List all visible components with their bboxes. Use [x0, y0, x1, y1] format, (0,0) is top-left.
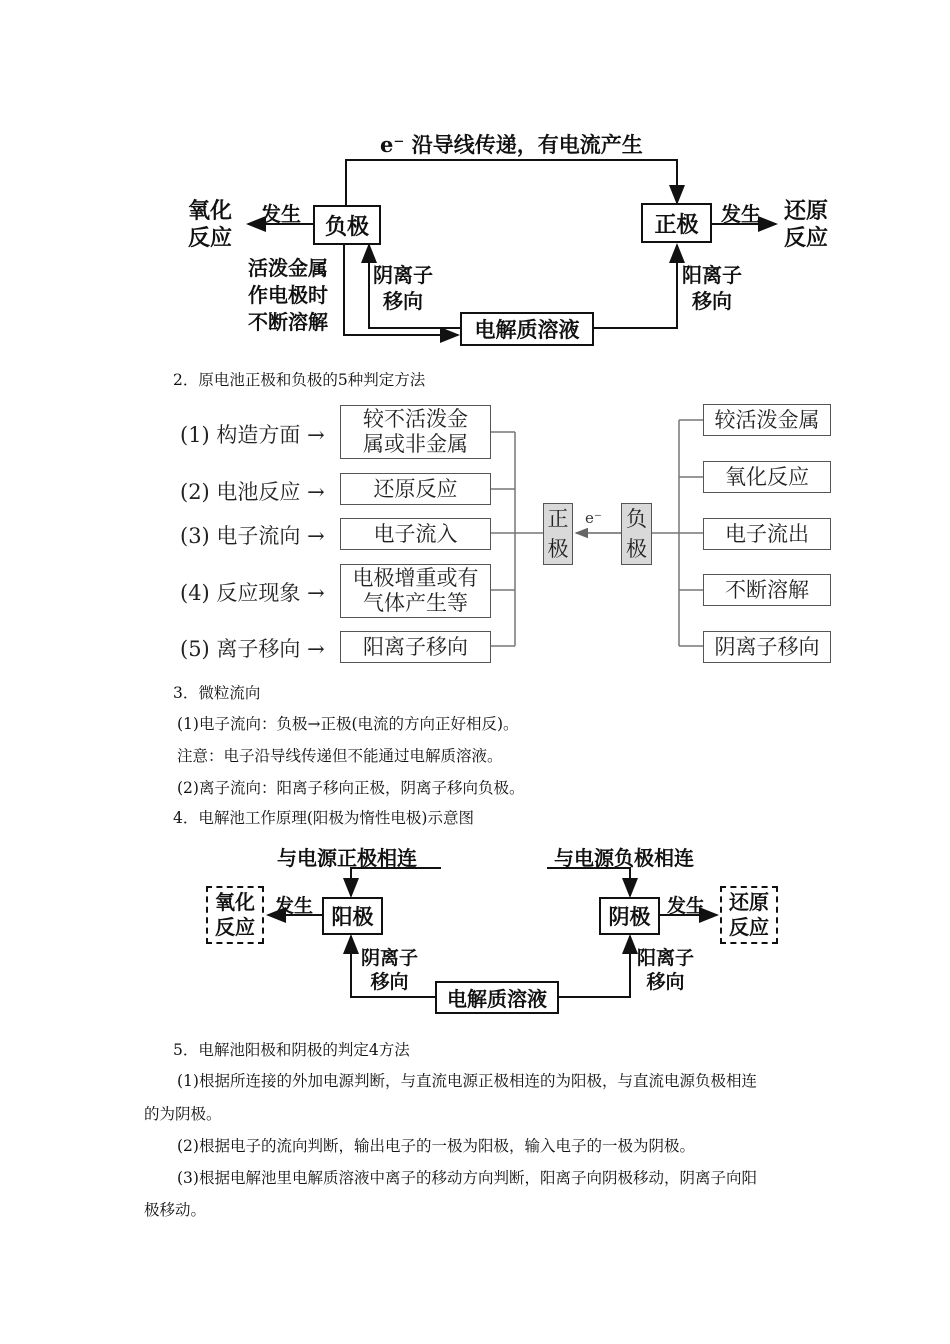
- positive-criterion-1-line-1: 较不活泼金: [363, 407, 468, 431]
- anion-migration-label-2: [361, 946, 418, 994]
- positive-criterion-box-2: 还原反应: [340, 473, 491, 505]
- section-5-line-5: 极移动。: [144, 1201, 207, 1219]
- negative-criterion-box-2: 氧化反应: [703, 461, 831, 493]
- section-5-line-4: (3)根据电解池里电解质溶液中离子的移动方向判断，阳离子向阴极移动，阴离子向阳: [177, 1169, 757, 1187]
- cation-migration-label-2: [637, 946, 694, 994]
- reduction-line-2: 反应: [784, 225, 829, 251]
- cation2-line-1: 阳离子: [637, 947, 695, 969]
- electron-symbol: e⁻: [585, 509, 602, 527]
- anion-line-1: 阴离子: [373, 263, 433, 287]
- cation2-line-2: 移向: [646, 971, 685, 993]
- anion-line-2: 移向: [383, 289, 423, 313]
- section-5-title: 5．电解池阳极和阴极的判定4方法: [173, 1041, 410, 1059]
- anode-connect-label: 与电源正极相连: [277, 846, 417, 870]
- metal-note-line-3: 不断溶解: [248, 310, 328, 334]
- cation-line-2: 移向: [692, 289, 732, 313]
- positive-center-char-2: 极: [547, 537, 569, 561]
- anion2-line-1: 阴离子: [361, 947, 419, 969]
- criterion-label-3: (3) 电子流向 →: [180, 524, 325, 548]
- reduction-box-line-2: 反应: [729, 915, 769, 939]
- oxidation-box: [206, 886, 264, 944]
- section-5-line-3: (2)根据电子的流向判断，输出电子的一极为阳极，输入电子的一极为阴极。: [177, 1137, 695, 1155]
- happen-right-label-2: 发生: [667, 895, 706, 917]
- cathode-connect-label: 与电源负极相连: [554, 846, 694, 870]
- negative-electrode-box: 负极: [313, 205, 381, 245]
- section-3-line-1: (1)电子流向：负极→正极(电流的方向正好相反)。: [177, 715, 519, 733]
- negative-center-char-2: 极: [626, 537, 647, 561]
- section-3-line-3: (2)离子流向：阳离子移向正极，阴离子移向负极。: [177, 779, 525, 797]
- positive-criterion-box-5: 阳离子移向: [340, 631, 491, 663]
- electrolyte-box-2: 电解质溶液: [435, 981, 559, 1014]
- reduction-box-line-1: 还原: [729, 890, 769, 914]
- positive-center-char-1: 正: [547, 507, 569, 531]
- cathode-box: 阴极: [599, 897, 660, 935]
- metal-note-line-1: 活泼金属: [248, 256, 328, 280]
- electrolyte-box: 电解质溶液: [460, 312, 594, 346]
- positive-criterion-1-line-2: 属或非金属: [363, 432, 468, 456]
- positive-criterion-4-line-1: 电极增重或有: [352, 566, 479, 590]
- oxidation-box-line-2: 反应: [215, 915, 255, 939]
- section-4-title: 4．电解池工作原理(阳极为惰性电极)示意图: [173, 809, 474, 827]
- reduction-box: [720, 886, 778, 944]
- section-5-line-1: (1)根据所连接的外加电源判断，与直流电源正极相连的为阳极，与直流电源负极相连: [177, 1072, 757, 1090]
- oxidation-box-line-1: 氧化: [215, 890, 255, 914]
- criterion-label-2: (2) 电池反应 →: [180, 480, 325, 504]
- positive-criterion-box-3: 电子流入: [340, 518, 491, 550]
- negative-criterion-box-4: 不断溶解: [703, 574, 831, 606]
- reduction-line-1: 还原: [784, 198, 829, 224]
- section-5-line-2: 的为阴极。: [144, 1105, 222, 1123]
- negative-criterion-box-5: 阴离子移向: [703, 631, 831, 663]
- section-3-line-2: 注意：电子沿导线传递但不能通过电解质溶液。: [177, 747, 503, 765]
- criterion-label-5: (5) 离子移向 →: [180, 637, 325, 661]
- positive-criterion-4-line-2: 气体产生等: [363, 591, 468, 615]
- negative-center-char-1: 负: [626, 507, 647, 531]
- happen-right-label: 发生: [721, 202, 761, 226]
- metal-note-line-2: 作电极时: [248, 283, 328, 307]
- anion2-line-2: 移向: [370, 971, 409, 993]
- oxidation-line-2: 反应: [188, 225, 233, 251]
- negative-criterion-box-3: 电子流出: [703, 518, 831, 550]
- section-3-title: 3．微粒流向: [173, 684, 261, 702]
- criterion-label-4: (4) 反应现象 →: [180, 581, 325, 605]
- oxidation-line-1: 氧化: [188, 198, 233, 224]
- happen-left-label-2: 发生: [275, 895, 314, 917]
- cation-line-1: 阳离子: [682, 263, 742, 287]
- anode-box: 阳极: [322, 897, 383, 935]
- happen-left-label: 发生: [261, 202, 301, 226]
- criterion-label-1: (1) 构造方面 →: [180, 423, 325, 447]
- positive-electrode-box: 正极: [641, 203, 712, 243]
- electron-flow-label: e⁻ 沿导线传递，有电流产生: [380, 132, 643, 157]
- section-2-title: 2．原电池正极和负极的5种判定方法: [173, 371, 426, 389]
- negative-criterion-box-1: 较活泼金属: [703, 404, 831, 436]
